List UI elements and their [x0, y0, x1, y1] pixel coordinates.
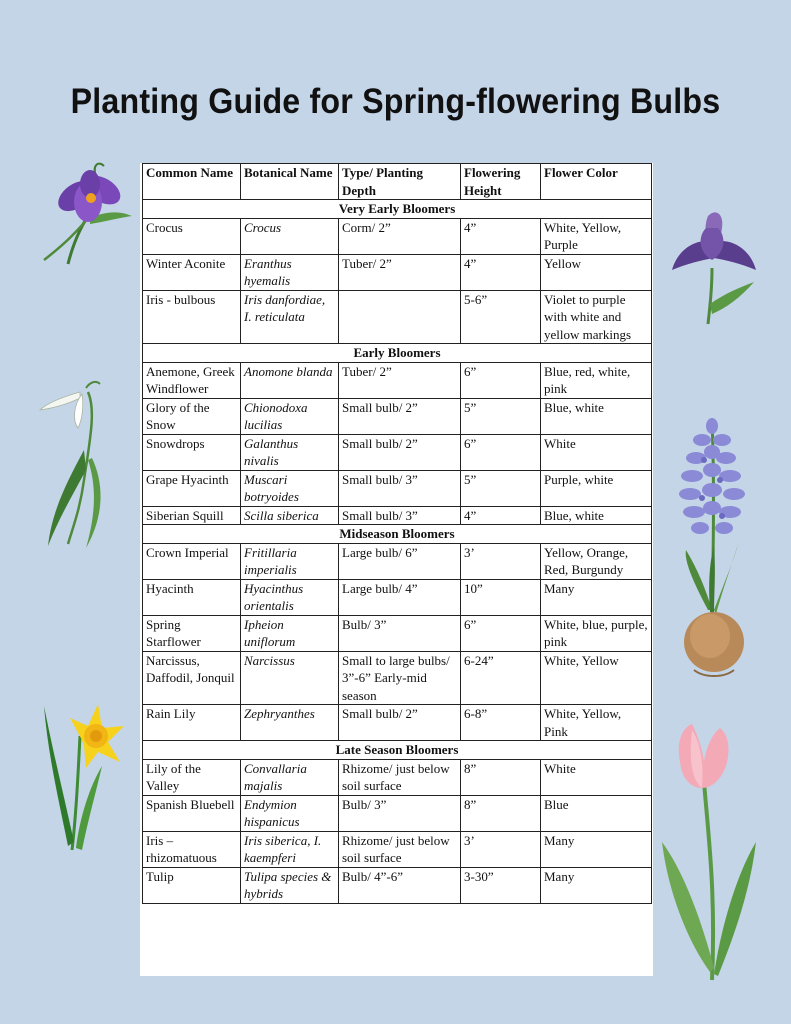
- common-name-cell: Anemone, Greek Windflower: [143, 362, 241, 398]
- botanical-name-cell: Fritillaria imperialis: [241, 543, 339, 579]
- flowering-height-cell: 3’: [461, 543, 541, 579]
- common-name-cell: Lily of the Valley: [143, 759, 241, 795]
- section-heading: Early Bloomers: [143, 344, 652, 363]
- flowering-height-cell: 6-8”: [461, 705, 541, 741]
- botanical-name-cell: Convallaria majalis: [241, 759, 339, 795]
- table-row: [143, 867, 652, 903]
- type-depth-cell: Bulb/ 3”: [339, 795, 461, 831]
- flower-color-cell: Many: [541, 579, 652, 615]
- type-depth-cell: Small to large bulbs/ 3”-6” Early-mid season: [339, 651, 461, 705]
- common-name-cell: Narcissus, Daffodil, Jonquil: [143, 651, 241, 705]
- table-row: [143, 254, 652, 290]
- flowering-height-cell: 5-6”: [461, 290, 541, 344]
- crocus-icon: [38, 160, 134, 268]
- table-row: [143, 795, 652, 831]
- flowering-height-cell: 4”: [461, 218, 541, 254]
- flowering-height-cell: 6”: [461, 362, 541, 398]
- table-row: [143, 579, 652, 615]
- botanical-name-cell: Chionodoxa lucilias: [241, 398, 339, 434]
- daffodil-icon: [40, 696, 130, 852]
- common-name-cell: Iris – rhizomatuous: [143, 831, 241, 867]
- flowering-height-cell: 8”: [461, 795, 541, 831]
- table-row: [143, 543, 652, 579]
- flower-color-cell: Purple, white: [541, 470, 652, 506]
- common-name-cell: Winter Aconite: [143, 254, 241, 290]
- common-name-cell: Siberian Squill: [143, 506, 241, 525]
- flower-color-cell: White, Yellow, Purple: [541, 218, 652, 254]
- flower-color-cell: Many: [541, 831, 652, 867]
- table-row: [143, 759, 652, 795]
- common-name-cell: Crocus: [143, 218, 241, 254]
- table-row: [143, 506, 652, 525]
- botanical-name-cell: Zephryanthes: [241, 705, 339, 741]
- common-name-cell: Grape Hyacinth: [143, 470, 241, 506]
- botanical-name-cell: Iris danfordiae, I. reticulata: [241, 290, 339, 344]
- type-depth-cell: [339, 290, 461, 344]
- common-name-cell: Tulip: [143, 867, 241, 903]
- type-depth-cell: Rhizome/ just below soil surface: [339, 831, 461, 867]
- flower-color-cell: Violet to purple with white and yellow markings: [541, 290, 652, 344]
- flower-color-cell: Blue, white: [541, 506, 652, 525]
- section-row: [143, 344, 652, 363]
- type-depth-cell: Bulb/ 3”: [339, 615, 461, 651]
- section-heading: Late Season Bloomers: [143, 741, 652, 760]
- header-flowering-height: Flowering Height: [461, 164, 541, 200]
- header-type-depth: Type/ Planting Depth: [339, 164, 461, 200]
- botanical-name-cell: Hyacinthus orientalis: [241, 579, 339, 615]
- table-row: [143, 831, 652, 867]
- flower-color-cell: White, Yellow: [541, 651, 652, 705]
- type-depth-cell: Rhizome/ just below soil surface: [339, 759, 461, 795]
- document-page: [140, 163, 653, 976]
- flower-color-cell: Blue, red, white, pink: [541, 362, 652, 398]
- flowering-height-cell: 6”: [461, 434, 541, 470]
- botanical-name-cell: Muscari botryoides: [241, 470, 339, 506]
- section-row: [143, 525, 652, 544]
- table-row: [143, 362, 652, 398]
- common-name-cell: Glory of the Snow: [143, 398, 241, 434]
- type-depth-cell: Small bulb/ 2”: [339, 398, 461, 434]
- section-heading: Very Early Bloomers: [143, 200, 652, 219]
- flowering-height-cell: 4”: [461, 506, 541, 525]
- flowering-height-cell: 3’: [461, 831, 541, 867]
- header-flower-color: Flower Color: [541, 164, 652, 200]
- type-depth-cell: Large bulb/ 6”: [339, 543, 461, 579]
- header-botanical-name: Botanical Name: [241, 164, 339, 200]
- table-row: [143, 615, 652, 651]
- botanical-name-cell: Tulipa species & hybrids: [241, 867, 339, 903]
- table-row: [143, 218, 652, 254]
- common-name-cell: Crown Imperial: [143, 543, 241, 579]
- flower-color-cell: Many: [541, 867, 652, 903]
- flowering-height-cell: 4”: [461, 254, 541, 290]
- flowering-height-cell: 6”: [461, 615, 541, 651]
- iris-icon: [668, 208, 760, 326]
- section-row: [143, 200, 652, 219]
- botanical-name-cell: Galanthus nivalis: [241, 434, 339, 470]
- flowering-height-cell: 3-30”: [461, 867, 541, 903]
- flowering-height-cell: 5”: [461, 470, 541, 506]
- type-depth-cell: Tuber/ 2”: [339, 254, 461, 290]
- common-name-cell: Iris - bulbous: [143, 290, 241, 344]
- botanical-name-cell: Crocus: [241, 218, 339, 254]
- type-depth-cell: Large bulb/ 4”: [339, 579, 461, 615]
- botanical-name-cell: Anomone blanda: [241, 362, 339, 398]
- table-header-row: [143, 164, 652, 200]
- snowdrop-icon: [38, 380, 124, 548]
- flowering-height-cell: 10”: [461, 579, 541, 615]
- botanical-name-cell: Scilla siberica: [241, 506, 339, 525]
- type-depth-cell: Small bulb/ 3”: [339, 470, 461, 506]
- botanical-name-cell: Ipheion uniflorum: [241, 615, 339, 651]
- botanical-name-cell: Endymion hispanicus: [241, 795, 339, 831]
- type-depth-cell: Small bulb/ 2”: [339, 434, 461, 470]
- type-depth-cell: Small bulb/ 3”: [339, 506, 461, 525]
- tulip-icon: [658, 722, 760, 984]
- botanical-name-cell: Narcissus: [241, 651, 339, 705]
- table-row: [143, 290, 652, 344]
- botanical-name-cell: Eranthus hyemalis: [241, 254, 339, 290]
- common-name-cell: Snowdrops: [143, 434, 241, 470]
- table-row: [143, 651, 652, 705]
- type-depth-cell: Corm/ 2”: [339, 218, 461, 254]
- flowering-height-cell: 6-24”: [461, 651, 541, 705]
- botanical-name-cell: Iris siberica, I. kaempferi: [241, 831, 339, 867]
- header-common-name: Common Name: [143, 164, 241, 200]
- table-row: [143, 470, 652, 506]
- flower-color-cell: Yellow, Orange, Red, Burgundy: [541, 543, 652, 579]
- section-row: [143, 741, 652, 760]
- flower-color-cell: Yellow: [541, 254, 652, 290]
- table-row: [143, 705, 652, 741]
- flower-color-cell: White: [541, 759, 652, 795]
- common-name-cell: Spring Starflower: [143, 615, 241, 651]
- common-name-cell: Spanish Bluebell: [143, 795, 241, 831]
- flowering-height-cell: 5”: [461, 398, 541, 434]
- flower-color-cell: Blue: [541, 795, 652, 831]
- flower-color-cell: White: [541, 434, 652, 470]
- section-heading: Midseason Bloomers: [143, 525, 652, 544]
- flowering-height-cell: 8”: [461, 759, 541, 795]
- table-row: [143, 434, 652, 470]
- flower-color-cell: White, blue, purple, pink: [541, 615, 652, 651]
- flower-color-cell: Blue, white: [541, 398, 652, 434]
- type-depth-cell: Tuber/ 2”: [339, 362, 461, 398]
- type-depth-cell: Small bulb/ 2”: [339, 705, 461, 741]
- flower-color-cell: White, Yellow, Pink: [541, 705, 652, 741]
- planting-guide-table: [142, 163, 652, 904]
- common-name-cell: Rain Lily: [143, 705, 241, 741]
- hyacinth-icon: [664, 410, 760, 682]
- common-name-cell: Hyacinth: [143, 579, 241, 615]
- page-title: Planting Guide for Spring-flowering Bulbs: [70, 82, 721, 121]
- type-depth-cell: Bulb/ 4”-6”: [339, 867, 461, 903]
- table-row: [143, 398, 652, 434]
